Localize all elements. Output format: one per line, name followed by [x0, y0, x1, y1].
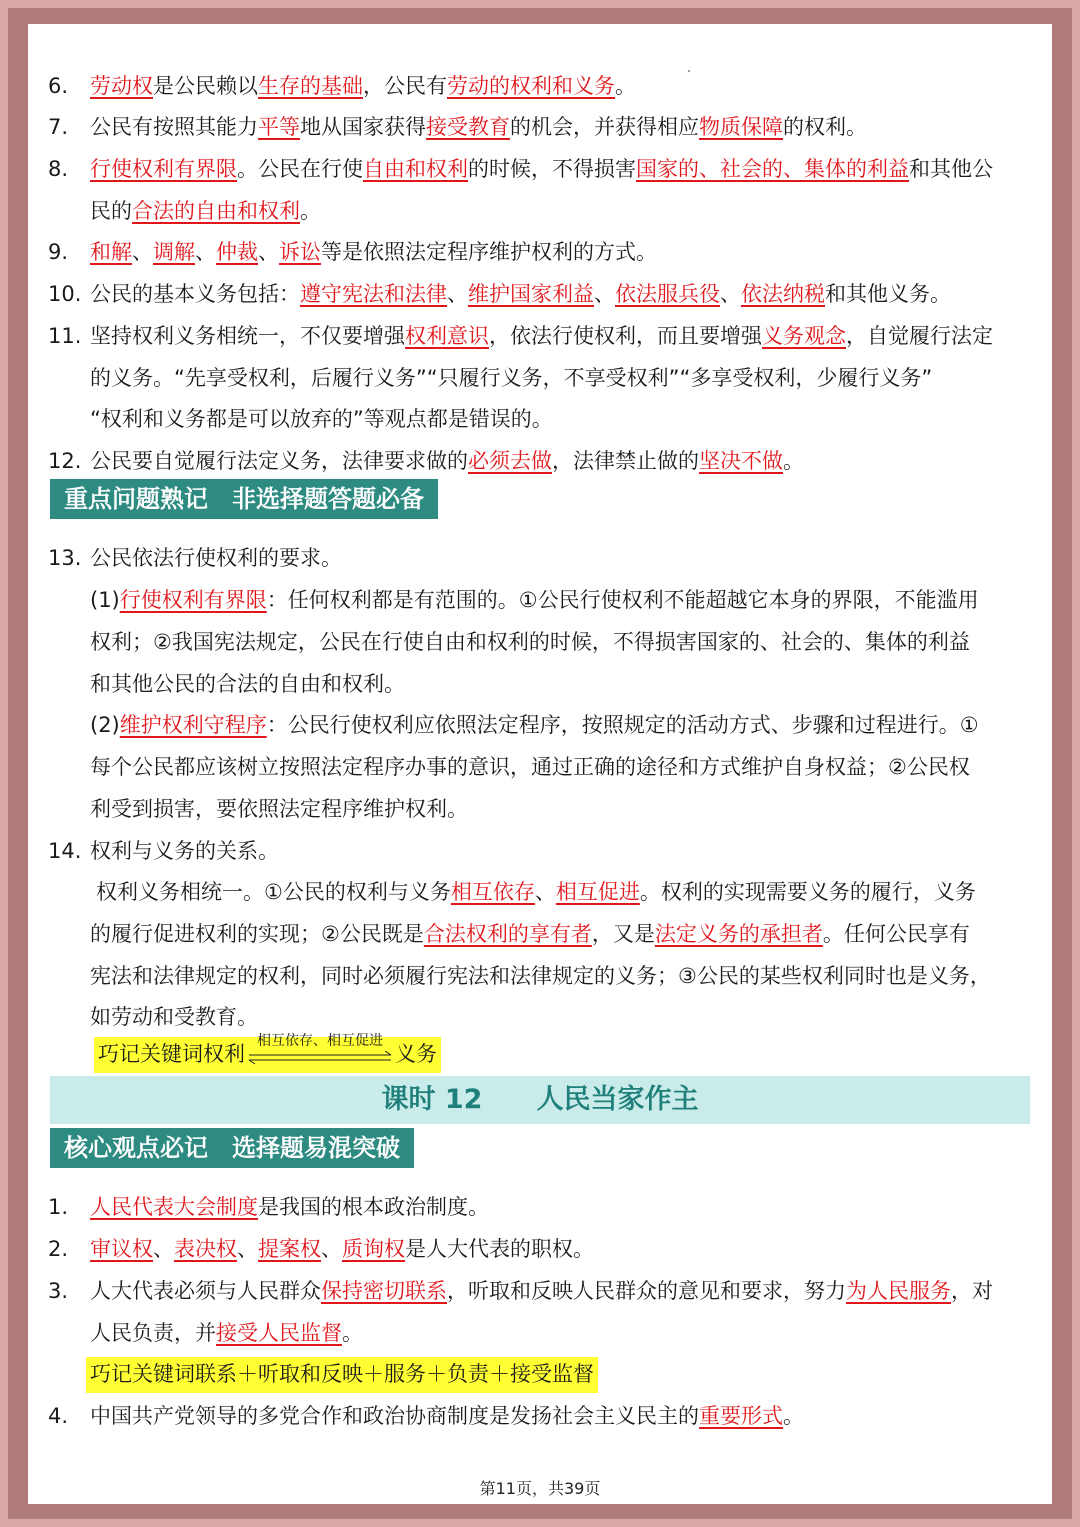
memory-tip-2: 巧记关键词联系＋听取和反映＋服务＋负责＋接受监督: [86, 1357, 598, 1393]
item-11-line3: “权利和义务都是可以放弃的”等观点都是错误的。: [90, 407, 553, 431]
item-6: 6. 劳动权是公民赖以生存的基础，公民有劳动的权利和义务。: [48, 74, 636, 98]
item-13-point-2-line3: 利受到损害，要依照法定程序维护权利。: [90, 797, 468, 821]
section-banner-2: 核心观点必记 选择题易混突破: [50, 1128, 414, 1168]
item2-3: 3. 人大代表必须与人民群众保持密切联系，听取和反映人民群众的意见和要求，努力为人民服务，对: [48, 1279, 993, 1303]
item-11-line2: 的义务。“先享受权利，后履行义务”“只履行义务，不享受权利”“多享受权利，少履行义务”: [90, 366, 933, 390]
item-7: 7. 公民有按照其能力平等地从国家获得接受教育的机会，并获得相应物质保障的权利。: [48, 115, 867, 139]
double-arrow-icon: [245, 1051, 395, 1065]
item-13-point-1-line3: 和其他公民的合法的自由和权利。: [90, 672, 405, 696]
speck: [688, 70, 690, 72]
item-10: 10. 公民的基本义务包括：遵守宪法和法律、维护国家利益、依法服兵役、依法纳税和其他义务。: [48, 282, 951, 306]
item-14-line1: 权利义务相统一。①公民的权利与义务相互依存、相互促进。权利的实现需要义务的履行，义务: [96, 880, 976, 904]
memory-tip-1: 巧记关键词权利 相互依存、相互促进 义务: [94, 1037, 441, 1073]
item-14: 14. 权利与义务的关系。: [48, 839, 279, 863]
item-8: 8. 行使权利有界限。公民在行使自由和权利的时候，不得损害国家的、社会的、集体的利益和其他公: [48, 157, 993, 181]
item-11: 11. 坚持权利义务相统一，不仅要增强权利意识，依法行使权利，而且要增强义务观念，自觉履行法定: [48, 324, 993, 348]
item-14-line3: 宪法和法律规定的权利，同时必须履行宪法和法律规定的义务；③公民的某些权利同时也是义务，: [90, 964, 991, 988]
item2-2: 2. 审议权、表决权、提案权、质询权是人大代表的职权。: [48, 1237, 594, 1261]
double-arrow: 相互依存、相互促进: [245, 1037, 395, 1069]
item2-3-line2: 人民负责，并接受人民监督。: [90, 1321, 363, 1345]
item-14-line2: 的履行促进权利的实现；②公民既是合法权利的享有者，又是法定义务的承担者。任何公民享有: [90, 922, 970, 946]
item-13-point-2: (2)维护权利守程序：公民行使权利应依照法定程序，按照规定的活动方式、步骤和过程进行。①: [90, 713, 979, 737]
section-banner-1: 重点问题熟记 非选择题答题必备: [50, 479, 438, 519]
lesson-title: 课时 12 人民当家作主: [50, 1076, 1030, 1124]
item2-1: 1. 人民代表大会制度是我国的根本政治制度。: [48, 1195, 489, 1219]
item-12: 12. 公民要自觉履行法定义务，法律要求做的必须去做，法律禁止做的坚决不做。: [48, 449, 804, 473]
item-8-line2: 民的合法的自由和权利。: [90, 199, 321, 223]
item2-4: 4. 中国共产党领导的多党合作和政治协商制度是发扬社会主义民主的重要形式。: [48, 1404, 804, 1428]
item-14-line4: 如劳动和受教育。: [90, 1005, 258, 1029]
page-number: 第11页，共39页: [479, 1479, 601, 1498]
item-13-point-1-line2: 权利；②我国宪法规定，公民在行使自由和权利的时候，不得损害国家的、社会的、集体的利益: [90, 630, 970, 654]
item-9: 9. 和解、调解、仲裁、诉讼等是依照法定程序维护权利的方式。: [48, 240, 657, 264]
item-13-point-2-line2: 每个公民都应该树立按照法定程序办事的意识，通过正确的途径和方式维护自身权益；②公民权: [90, 755, 970, 779]
item-13: 13. 公民依法行使权利的要求。: [48, 546, 342, 570]
item-13-point-1: (1)行使权利有界限：任何权利都是有范围的。①公民行使权利不能超越它本身的界限，不能滥用: [90, 588, 979, 612]
page: [28, 24, 1052, 1504]
